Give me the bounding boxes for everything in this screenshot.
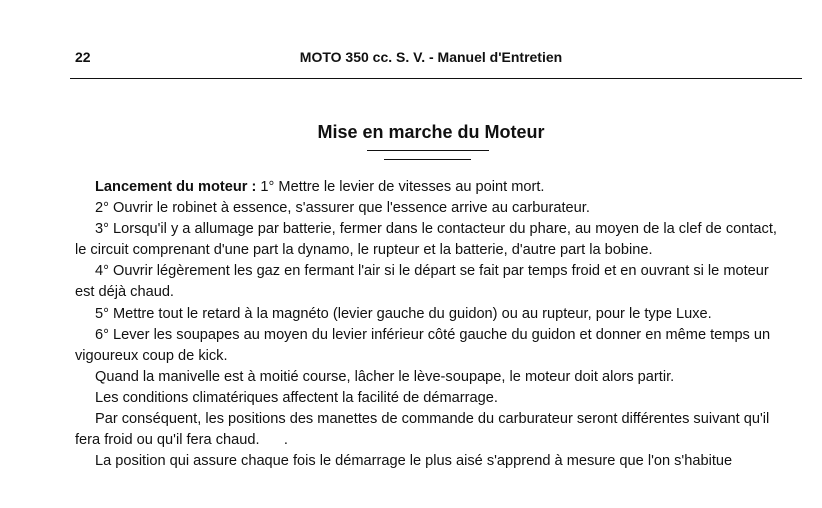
section-title: Mise en marche du Moteur (317, 122, 545, 142)
paragraph-lead: Lancement du moteur : (95, 179, 257, 195)
page-number: 22 (75, 49, 91, 65)
paragraph: 2° Ouvrir le robinet à essence, s'assurer que l'essence arrive au carburateur. (95, 200, 590, 217)
paragraph: 3° Lorsqu'il y a allumage par batterie, fermer dans le contacteur du phare, au moyen de la clef de contact, le circuit comprenant d'une part la dynamo, le rupteur et la batterie, d'autre part la bobine. (75, 221, 777, 259)
paragraph: 4° Ouvrir légèrement les gaz en fermant l'air si le départ se fait par temps froid et en ouvrant si le moteur est déjà chaud. (75, 263, 769, 301)
paragraph: 6° Lever les soupapes au moyen du levier inférieur côté gauche du guidon et donner en même temps un vigoureux coup de kick. (75, 326, 771, 364)
title-underline-short (384, 159, 471, 160)
paragraph-text: 1° Mettre le levier de vitesses au point mort. (256, 179, 545, 195)
paragraph: Quand la manivelle est à moitié course, lâcher le lève-soupape, le moteur doit alors partir. (95, 368, 675, 385)
title-underline-long (367, 150, 489, 151)
paragraph (75, 177, 791, 198)
paragraph: Les conditions climatériques affectent la facilité de démarrage. (95, 389, 498, 406)
paragraph: 5° Mettre tout le retard à la magnéto (levier gauche du guidon) ou au rupteur, pour le type Luxe. (95, 305, 712, 322)
running-title: MOTO 350 cc. S. V. - Manuel d'Entretien (299, 49, 563, 65)
paragraph: La position qui assure chaque fois le démarrage le plus aisé s'apprend à mesure que l'on s'habitue (95, 453, 733, 470)
paragraph: Par conséquent, les positions des manettes de commande du carburateur seront différentes suivant qu'il fera froid ou qu'il fera chaud. . (75, 411, 774, 449)
body-text (75, 177, 791, 472)
header-divider (70, 78, 802, 79)
